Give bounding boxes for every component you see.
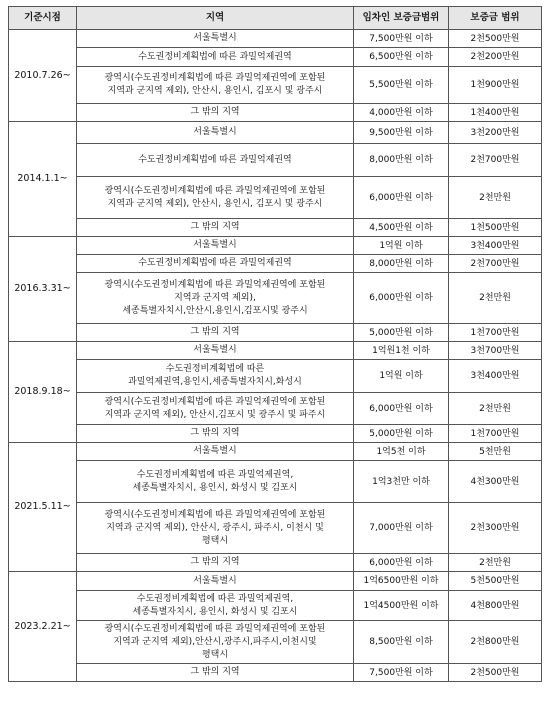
header-date: 기준시점 [9,7,77,30]
tenant-range-cell: 7,000만원 이하 [354,503,449,554]
date-cell: 2023.2.21~ [9,572,77,682]
deposit-range-cell: 4천300만원 [449,461,542,503]
deposit-range-cell: 2천700만원 [449,144,542,177]
region-line: 광역시(수도권정비계획법에 따른 과밀억제권역에 포함된 [104,279,326,290]
region-line: 과밀억제권역,용인시,세종특별자치시,화성시 [128,377,302,387]
region-cell [77,572,354,591]
region-line: 지역과 군지역 제외), 안산시,김포시 및 광주시 및 파주시 [104,409,326,420]
region-line: 수도권정비계획법에 따른 과밀억제권역 [138,154,292,165]
tenant-range-cell: 1억5천 이하 [354,443,449,461]
deposit-range-cell: 1천400만원 [449,104,542,122]
tenant-range-cell: 5,000만원 이하 [354,425,449,443]
header-tenant-range: 임차인 보증금범위 [354,7,449,30]
region-line: 그 밖의 지역 [190,428,240,438]
region-cell [77,219,354,237]
tenant-range-cell: 8,500만원 이하 [354,621,449,664]
deposit-range-cell: 3천700만원 [449,342,542,360]
deposit-range-cell: 3천200만원 [449,122,542,144]
region-line: 수도권정비계획법에 따른 [165,364,265,374]
table-row [9,461,542,503]
tenant-range-cell: 1억원 이하 [354,360,449,393]
date-cell: 2018.9.18~ [9,342,77,443]
region-cell [77,554,354,572]
deposit-range-cell: 2천만원 [449,273,542,324]
region-line: 광역시(수도권정비계획법에 따른 과밀억제권역에 포함된 [104,623,326,634]
deposit-range-cell: 5천만원 [449,443,542,461]
region-cell [77,177,354,219]
table-row [9,255,542,273]
region-cell [77,122,354,144]
deposit-range-cell: 2천만원 [449,554,542,572]
tenant-range-cell: 6,000만원 이하 [354,554,449,572]
deposit-range-cell: 2천700만원 [449,255,542,273]
date-cell: 2021.5.11~ [9,443,77,572]
tenant-range-cell: 8,000만원 이하 [354,144,449,177]
region-cell [77,425,354,443]
tenant-range-cell: 4,500만원 이하 [354,219,449,237]
table-row [9,425,542,443]
tenant-range-cell: 8,000만원 이하 [354,255,449,273]
tenant-range-cell: 6,000만원 이하 [354,393,449,425]
deposit-table-container [8,6,541,682]
tenant-range-cell: 6,000만원 이하 [354,177,449,219]
table-row [9,443,542,461]
tenant-range-cell: 4,000만원 이하 [354,104,449,122]
region-line: 평택시 [201,535,229,546]
region-cell [77,255,354,273]
table-row [9,273,542,324]
tenant-range-cell: 1억원1천 이하 [354,342,449,360]
table-row [9,67,542,104]
deposit-range-cell: 2천500만원 [449,30,542,48]
tenant-range-cell: 6,500만원 이하 [354,48,449,67]
deposit-range-cell: 3천400만원 [449,360,542,393]
region-cell [77,324,354,342]
table-header [9,7,542,30]
table-row [9,393,542,425]
region-cell [77,273,354,324]
deposit-range-cell: 5천500만원 [449,572,542,591]
table-row [9,177,542,219]
region-cell [77,360,354,393]
tenant-range-cell: 6,000만원 이하 [354,273,449,324]
region-line: 세종특별자치시, 용인시, 화성시 및 김포시 [132,482,298,493]
region-line: 서울특별시 [193,33,237,43]
table-row [9,122,542,144]
region-line: 광역시(수도권정비계획법에 따른 과밀억제권역에 포함된 [104,396,326,407]
region-line: 그 밖의 지역 [190,327,240,337]
deposit-range-cell: 1천700만원 [449,425,542,443]
table-row [9,219,542,237]
tenant-range-cell: 5,000만원 이하 [354,324,449,342]
deposit-range-cell: 2천300만원 [449,503,542,554]
table-row [9,621,542,664]
date-cell: 2010.7.26~ [9,30,77,122]
region-line: 평택시 [201,649,229,660]
region-cell [77,591,354,621]
deposit-range-cell: 2천800만원 [449,621,542,664]
table-row [9,30,542,48]
tenant-range-cell: 1억원 이하 [354,237,449,255]
region-line: 서울특별시 [193,127,237,137]
deposit-range-cell: 1천700만원 [449,324,542,342]
region-line: 서울특별시 [193,446,237,456]
region-line: 광역시(수도권정비계획법에 따른 과밀억제권역에 포함된 [104,73,326,83]
table-row [9,144,542,177]
region-cell [77,503,354,554]
region-cell [77,342,354,360]
table-row [9,591,542,621]
deposit-range-cell: 3천400만원 [449,237,542,255]
deposit-range-cell: 2천만원 [449,393,542,425]
table-row [9,104,542,122]
date-cell: 2014.1.1~ [9,122,77,237]
region-cell [77,443,354,461]
region-cell [77,30,354,48]
region-cell [77,48,354,67]
deposit-range-cell: 2천만원 [449,177,542,219]
region-cell [77,393,354,425]
region-cell [77,621,354,664]
region-line: 그 밖의 지역 [190,222,240,232]
table-row [9,503,542,554]
region-line: 세종특별자치시, 용인시, 화성시 및 김포시 [132,606,298,617]
tenant-range-cell: 1억4500만원 이하 [354,591,449,621]
tenant-range-cell: 9,500만원 이하 [354,122,449,144]
deposit-range-cell: 1천500만원 [449,219,542,237]
tenant-range-cell: 7,500만원 이하 [354,30,449,48]
region-line: 서울특별시 [193,575,237,586]
region-cell [77,237,354,255]
table-row [9,664,542,682]
region-line: 서울특별시 [193,240,237,250]
region-line: 그 밖의 지역 [190,557,240,567]
deposit-range-cell: 4천800만원 [449,591,542,621]
table-body [9,30,542,682]
date-cell: 2016.3.31~ [9,237,77,342]
region-line: 지역과 군지역 제외), 안산시, 광주시, 파주시, 이천시 및 [106,522,324,533]
table-row [9,360,542,393]
region-line: 수도권정비계획법에 따른 과밀억제권역, [136,593,294,604]
deposit-table [8,6,542,682]
table-row [9,237,542,255]
region-line: 지역과 군지역 제외), [174,292,256,303]
table-row [9,554,542,572]
region-line: 지역과 군지역 제외),안산시,광주시,파주시,이천시및 [113,636,317,647]
table-row [9,48,542,67]
tenant-range-cell: 1억6500만원 이하 [354,572,449,591]
region-line: 서울특별시 [193,345,237,355]
region-line: 광역시(수도권정비계획법에 따른 과밀억제권역에 포함된 [104,509,326,520]
region-line: 수도권정비계획법에 따른 과밀억제권역 [138,51,292,62]
region-line: 수도권정비계획법에 따른 과밀억제권역 [138,258,292,268]
region-line: 세종특별자치시,안산시,용인시,김포시및 광주시 [122,305,308,316]
region-line: 그 밖의 지역 [190,107,240,117]
tenant-range-cell: 7,500만원 이하 [354,664,449,682]
table-row [9,324,542,342]
table-row [9,342,542,360]
header-row [9,7,542,30]
region-line: 그 밖의 지역 [190,667,240,677]
deposit-range-cell: 1천900만원 [449,67,542,104]
header-region: 지역 [77,7,354,30]
deposit-range-cell: 2천500만원 [449,664,542,682]
region-cell [77,67,354,104]
region-cell [77,144,354,177]
region-line: 수도권정비계획법에 따른 과밀억제권역, [136,469,294,480]
region-cell [77,461,354,503]
deposit-range-cell: 2천200만원 [449,48,542,67]
region-cell [77,664,354,682]
region-line: 지역과 군지역 제외), 안산시, 용인시, 김포시 및 광주시 [107,86,323,96]
tenant-range-cell: 5,500만원 이하 [354,67,449,104]
table-row [9,572,542,591]
region-line: 지역과 군지역 제외), 안산시, 용인시, 김포시 및 광주시 [107,198,323,209]
header-deposit-range: 보증금 범위 [449,7,542,30]
tenant-range-cell: 1억3천만 이하 [354,461,449,503]
region-line: 광역시(수도권정비계획법에 따른 과밀억제권역에 포함된 [104,185,326,196]
region-cell [77,104,354,122]
